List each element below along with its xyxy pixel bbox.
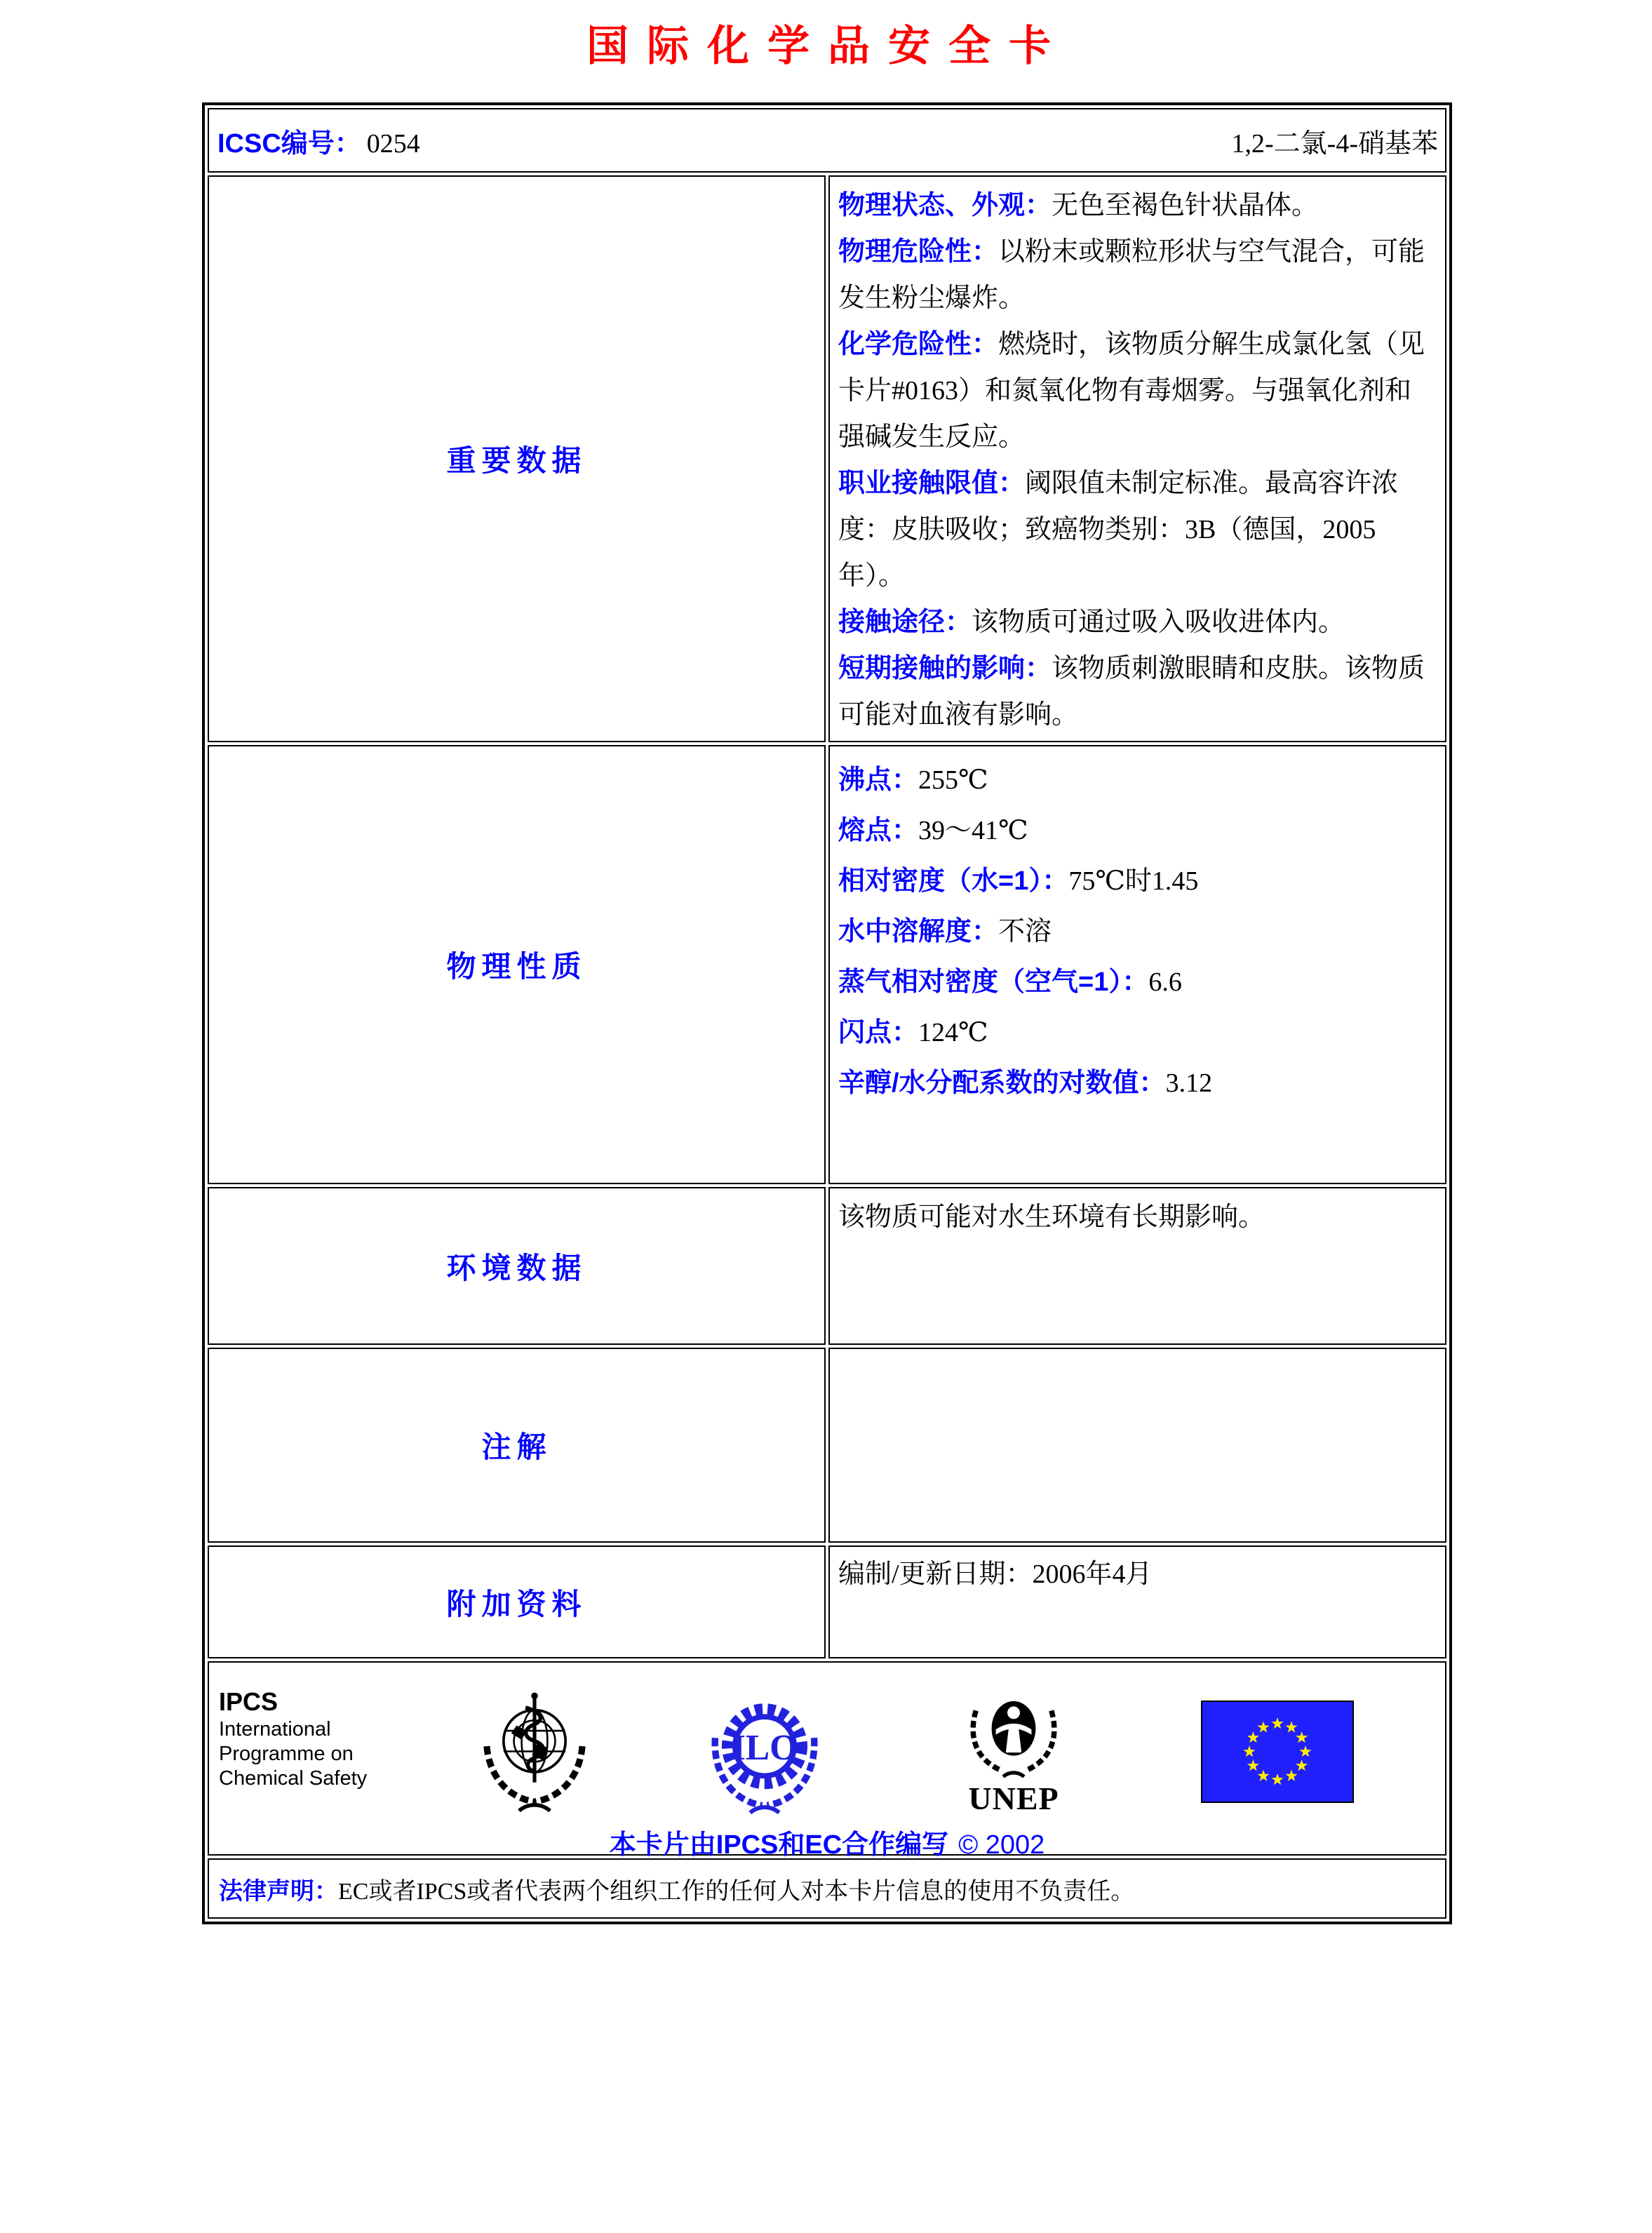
field-label: 职业接触限值：: [838, 469, 1026, 498]
field-value: 燃烧时，该物质分解生成氯化氢（见卡片#0163）和氮氧化物有毒烟雾。与强氧化剂和强碱发生反应。: [838, 330, 1425, 452]
physical-properties-row: [208, 745, 1446, 1184]
field-relative-density: [838, 856, 1434, 906]
field-value: 该物质可通过吸入吸收进体内。: [972, 608, 1345, 637]
page-title: 国际化学品安全卡: [586, 23, 1069, 69]
unep-label: UNEP: [968, 1781, 1059, 1816]
section-label-additional-info: 附加资料: [208, 1545, 826, 1658]
field-label: 蒸气相对密度（空气=1）：: [838, 967, 1149, 997]
eu-flag-icon: [1201, 1701, 1354, 1806]
field-label: 沸点：: [838, 765, 919, 795]
icsc-number-value: 0254: [366, 128, 420, 159]
legal-label: 法律声明：: [219, 1877, 338, 1905]
header-cell: [208, 108, 1446, 173]
ipcs-text-block: [219, 1687, 367, 1791]
notes-row: [208, 1348, 1446, 1543]
field-value: 6.6: [1148, 967, 1182, 997]
section-label-important-data: 重要数据: [208, 175, 826, 742]
field-vapor-density: [838, 957, 1434, 1007]
field-label: 辛醇/水分配系数的对数值：: [838, 1068, 1166, 1098]
icsc-number-label: ICSC编号：: [217, 128, 361, 159]
field-exposure-routes: [838, 599, 1434, 645]
cooperation-caption: [209, 1823, 1445, 1861]
field-occupational-limits: [838, 460, 1434, 599]
field-short-term-effects: [838, 645, 1434, 738]
ipcs-title: IPCS: [219, 1687, 278, 1716]
field-physical-state: [838, 182, 1434, 229]
legal-cell: [208, 1858, 1446, 1919]
environmental-data-content: 该物质可能对水生环境有长期影响。: [828, 1187, 1446, 1345]
important-data-row: [208, 175, 1446, 742]
field-physical-dangers: [838, 229, 1434, 321]
field-value: 无色至褐色针状晶体。: [1052, 191, 1319, 220]
field-boiling-point: [838, 755, 1434, 805]
field-label: 熔点：: [838, 816, 919, 845]
field-chemical-dangers: [838, 321, 1434, 460]
field-label: 短期接触的影响：: [838, 654, 1052, 683]
copyright-text: © 2002: [958, 1830, 1045, 1860]
field-melting-point: [838, 805, 1434, 856]
field-label: 水中溶解度：: [838, 917, 999, 946]
chemical-name: 1,2-二氯-4-硝基苯: [1231, 128, 1438, 159]
field-value: 以粉末或颗粒形状与空气混合，可能发生粉尘爆炸。: [838, 237, 1425, 313]
field-label: 化学危险性：: [838, 330, 999, 359]
ipcs-line-2: Programme on: [219, 1743, 354, 1765]
field-water-solubility: [838, 906, 1434, 957]
field-value: 124℃: [918, 1018, 988, 1047]
additional-info-row: [208, 1545, 1446, 1658]
environmental-data-row: [208, 1187, 1446, 1345]
icsc-card-table: [202, 102, 1452, 1924]
field-label: 物理危险性：: [838, 237, 999, 267]
ilo-icon: [704, 1689, 825, 1826]
ipcs-line-1: International: [219, 1718, 331, 1741]
field-value: 不溶: [998, 917, 1052, 946]
section-label-environmental-data: 环境数据: [208, 1187, 826, 1345]
unep-icon: [954, 1687, 1073, 1815]
field-value: 255℃: [918, 765, 988, 795]
caption-text: 本卡片由IPCS和EC合作编写: [609, 1830, 949, 1860]
legal-text: EC或者IPCS或者代表两个组织工作的任何人对本卡片信息的使用不负责任。: [338, 1878, 1135, 1905]
section-label-physical-properties: 物理性质: [208, 745, 826, 1184]
who-icon: [470, 1687, 599, 1828]
logos-cell: [208, 1661, 1446, 1860]
ilo-monogram: ILO: [731, 1728, 798, 1769]
header-row: [208, 108, 1446, 173]
field-flash-point: [838, 1007, 1434, 1058]
section-label-notes: 注解: [208, 1348, 826, 1543]
icsc-number-group: [217, 121, 420, 160]
ipcs-line-3: Chemical Safety: [219, 1767, 368, 1790]
field-label: 接触途径：: [838, 608, 972, 637]
important-data-content: [828, 175, 1446, 742]
field-value: 39～41℃: [918, 816, 1028, 845]
physical-properties-content: [828, 745, 1446, 1184]
field-value: 3.12: [1165, 1068, 1213, 1098]
field-value: 该物质刺激眼睛和皮肤。该物质可能对血液有影响。: [838, 654, 1425, 730]
logos-row: [208, 1661, 1446, 1856]
field-label: 闪点：: [838, 1018, 919, 1047]
field-label: 相对密度（水=1）：: [838, 866, 1069, 896]
legal-row: [208, 1858, 1446, 1919]
additional-info-content: 编制/更新日期：2006年4月: [828, 1545, 1446, 1658]
field-value: 阈限值未制定标准。最高容许浓度：皮肤吸收；致癌物类别：3B（德国，2005年）。: [838, 469, 1399, 591]
field-value: 75℃时1.45: [1068, 866, 1199, 896]
field-label: 物理状态、外观：: [838, 191, 1052, 220]
notes-content: [828, 1348, 1446, 1543]
field-octanol-water: [838, 1058, 1434, 1108]
